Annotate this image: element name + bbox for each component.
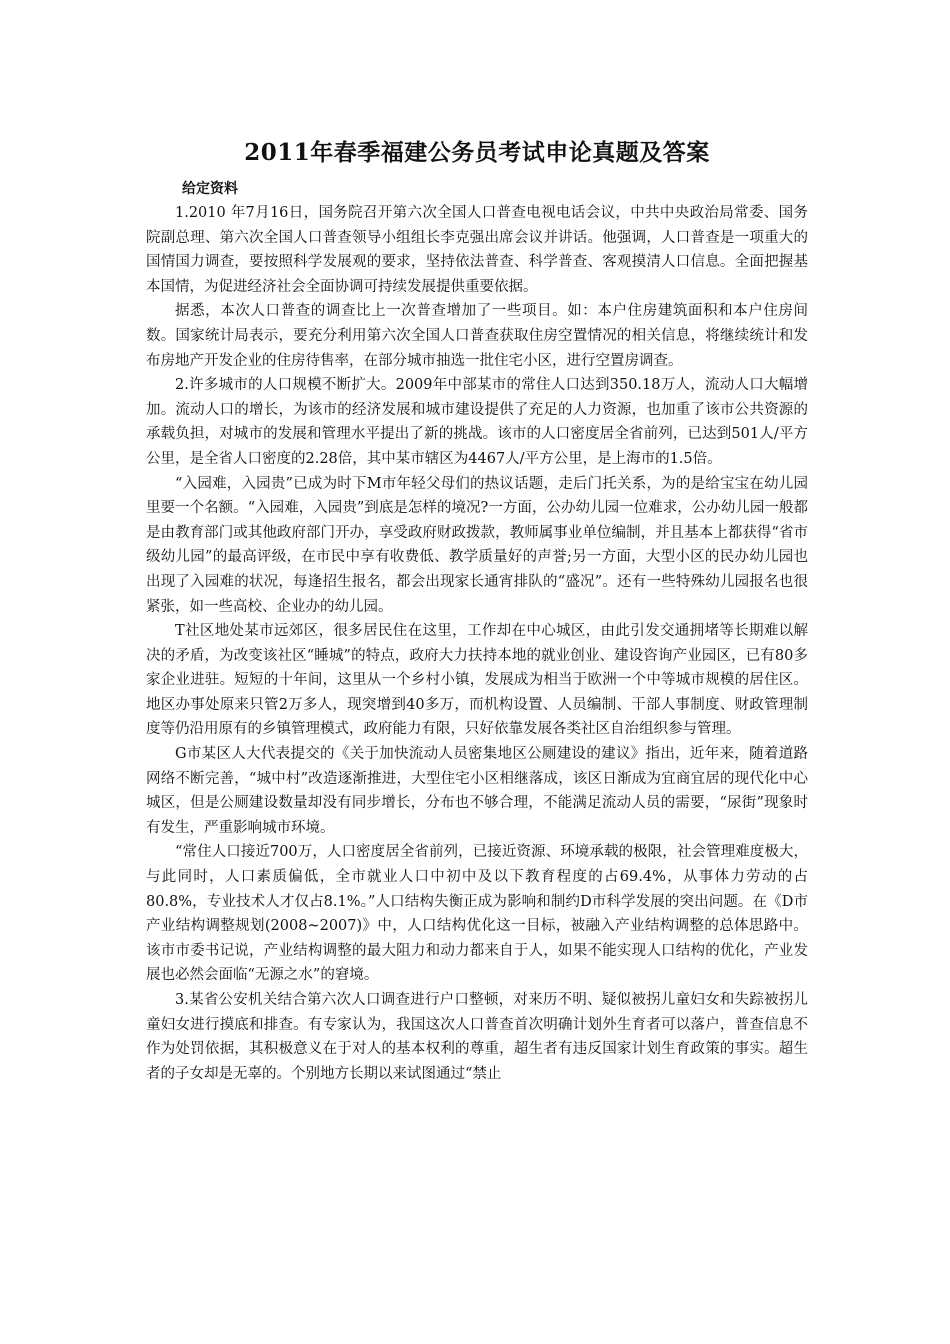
document-page [146, 0, 808, 1086]
paragraph-3: 2.许多城市的人口规模不断扩大。2009年中部某市的常住人口达到350.18万人，流动人口大幅增加。流动人口的增长，为该市的经济发展和城市建设提供了充足的人力资源，也加重了该市公共资源的承载负担，对城市的发展和管理水平提出了新的挑战。该市的人口密度居全省前列，已达到501人/平方公里，是全省人口密度的2.28倍，其中某市辖区为4467人/平方公里，是上海市的1.5倍。 [146, 377, 808, 467]
paragraph-2: 据悉，本次人口普查的调查比上一次普查增加了一些项目。如：本户住房建筑面积和本户住房间数。国家统计局表示，要充分利用第六次全国人口普查获取住房空置情况的相关信息，将继续统计和发布房地产开发企业的住房待售率，在部分城市抽选一批住宅小区，进行空置房调查。 [146, 303, 808, 369]
paragraph-1: 1.2010 年7月16日，国务院召开第六次全国人口普查电视电话会议，中共中央政治局常委、国务院副总理、第六次全国人口普查领导小组组长李克强出席会议并讲话。他强调，人口普查是一项重大的国情国力调查，要按照科学发展观的要求，坚持依法普查、科学普查、客观摸清人口信息。全面把握基本国情，为促进经济社会全面协调可持续发展提供重要依据。 [146, 205, 808, 295]
paragraph-7: “常住人口接近700万，人口密度居全省前列，已接近资源、环境承载的极限，社会管理难度极大，与此同时，人口素质偏低，全市就业人口中初中及以下教育程度的占69.4%，从事体力劳动的占80.8%，专业技术人才仅占8.1%。”人口结构失衡正成为影响和制约D市科学发展的突出问题。在《D市产业结构调整规划(2008~2007)》中，人口结构优化这一目标，被融入产业结构调整的总体思路中。该市市委书记说，产业结构调整的最大阻力和动力都来自于人，如果不能实现人口结构的优化，产业发展也必然会面临“无源之水”的窘境。 [146, 844, 808, 984]
document-title: 2011年春季福建公务员考试申论真题及答案 [244, 139, 710, 166]
paragraph-6: G市某区人大代表提交的《关于加快流动人员密集地区公厕建设的建议》指出，近年来，随着道路网络不断完善，“城中村”改造逐渐推进，大型住宅小区相继落成，该区日渐成为宜商宜居的现代化中心城区，但是公厕建设数量却没有同步增长，分布也不够合理，不能满足流动人员的需要，“尿街”现象时有发生，严重影响城市环境。 [146, 746, 808, 836]
paragraph-8: 3.某省公安机关结合第六次人口调查进行户口整顿，对来历不明、疑似被拐儿童妇女和失踪被拐儿童妇女进行摸底和排查。有专家认为，我国这次人口普查首次明确计划外生育者可以落户，普查信息不作为处罚依据，其积极意义在于对人的基本权利的尊重，超生者有违反国家计划生育政策的事实。超生者的子女却是无辜的。个别地方长期以来试图通过“禁止 [146, 992, 808, 1082]
paragraph-4: “入园难，入园贵”已成为时下M市年轻父母们的热议话题，走后门托关系，为的是给宝宝在幼儿园里要一个名额。“入园难，入园贵”到底是怎样的境况?一方面，公办幼儿园一位难求，公办幼儿园一般都是由教育部门或其他政府部门开办，享受政府财政拨款，教师属事业单位编制，并且基本上都获得“省市级幼儿园”的最高评级，在市民中享有收费低、教学质量好的声誉;另一方面，大型小区的民办幼儿园也出现了入园难的状况，每逢招生报名，都会出现家长通宵排队的“盛况”。还有一些特殊幼儿园报名也很紧张，如一些高校、企业办的幼儿园。 [146, 475, 808, 615]
section-heading: 给定资料 [182, 181, 238, 197]
paragraph-5: T社区地处某市远郊区，很多居民住在这里，工作却在中心城区，由此引发交通拥堵等长期难以解决的矛盾，为改变该社区“睡城”的特点，政府大力扶持本地的就业创业、建设咨询产业园区，已有80多家企业进驻。短短的十年间，这里从一个乡村小镇，发展成为相当于欧洲一个中等城市规模的居住区。地区办事处原来只管2万多人，现突增到40多万，而机构设置、人员编制、干部人事制度、财政管理制度等仍沿用原有的乡镇管理模式，政府能力有限，只好依靠发展各类社区自治组织参与管理。 [146, 623, 808, 738]
